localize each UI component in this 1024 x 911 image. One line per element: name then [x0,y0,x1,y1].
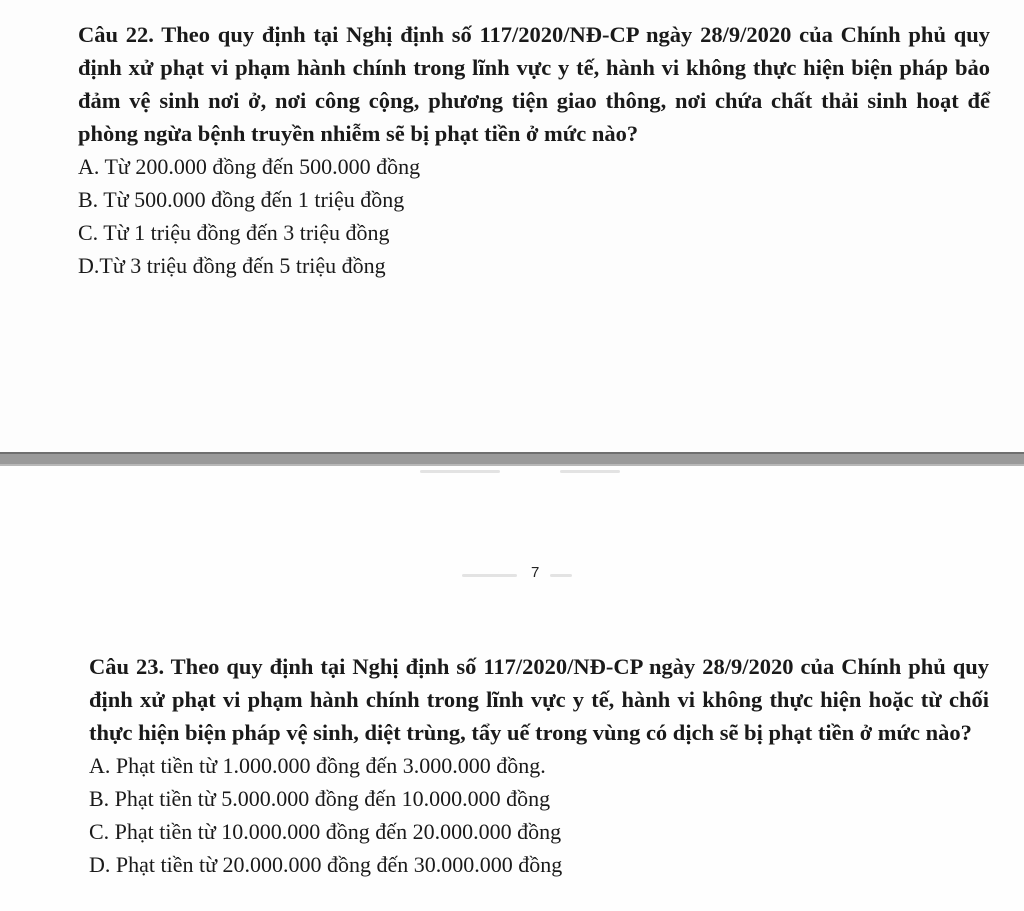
question-22-options [78,150,990,282]
page-number: 7 [531,564,540,581]
question-22-option-c: C. Từ 1 triệu đồng đến 3 triệu đồng [78,220,390,245]
question-23-text: Theo quy định tại Nghị định số 117/2020/NĐ-CP ngày 28/9/2020 của Chính phủ quy định xử phạt vi phạm hành chính trong lĩnh vực y tế, hành vi không thực hiện hoặc từ chối thực hiện biện pháp vệ sinh, diệt trùng, tẩy uế trong vùng có dịch sẽ bị phạt tiền ở mức nào? [89,654,989,745]
question-23-options [89,749,989,881]
question-23-stem [89,650,989,749]
question-22-stem [78,18,990,150]
page-separator [0,452,1024,466]
question-23-option-b: B. Phạt tiền từ 5.000.000 đồng đến 10.000.000 đồng [89,786,551,811]
question-23-label: Câu 23. [89,654,165,679]
question-22-option-a: A. Từ 200.000 đồng đến 500.000 đồng [78,154,421,179]
question-22-label: Câu 22. [78,22,154,47]
question-22-option-d: D.Từ 3 triệu đồng đến 5 triệu đồng [78,253,386,278]
question-23-option-c: C. Phạt tiền từ 10.000.000 đồng đến 20.000.000 đồng [89,819,562,844]
question-23 [89,650,989,881]
bleed-through-mark [420,470,500,473]
question-22 [78,18,990,282]
question-23-option-a: A. Phạt tiền từ 1.000.000 đồng đến 3.000.000 đồng. [89,753,546,778]
bleed-through-mark [550,574,572,577]
question-22-text: Theo quy định tại Nghị định số 117/2020/NĐ-CP ngày 28/9/2020 của Chính phủ quy định xử phạt vi phạm hành chính trong lĩnh vực y tế, hành vi không thực hiện biện pháp bảo đảm vệ sinh nơi ở, nơi công cộng, phương tiện giao thông, nơi chứa chất thải sinh hoạt để phòng ngừa bệnh truyền nhiễm sẽ bị phạt tiền ở mức nào? [78,22,991,146]
bleed-through-mark [560,470,620,473]
question-23-option-d: D. Phạt tiền từ 20.000.000 đồng đến 30.000.000 đồng [89,852,563,877]
bleed-through-mark [462,574,517,577]
question-22-option-b: B. Từ 500.000 đồng đến 1 triệu đồng [78,187,405,212]
